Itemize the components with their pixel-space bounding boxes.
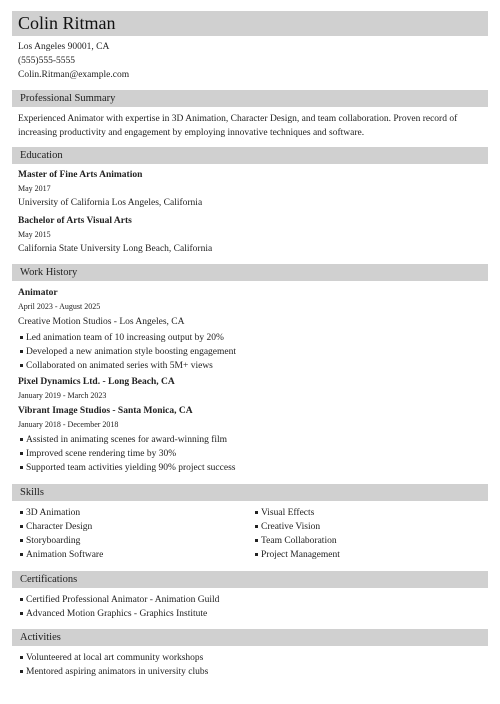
bullet-icon	[20, 553, 23, 556]
bullet-icon	[20, 336, 23, 339]
education-date: May 2017	[18, 184, 51, 193]
list-item: Improved scene rendering time by 30%	[26, 448, 176, 460]
list-item: Collaborated on animated series with 5M+ views	[26, 360, 213, 372]
bullet-icon	[20, 438, 23, 441]
education-degree: Bachelor of Arts Visual Arts	[18, 216, 132, 226]
certification-item: Certified Professional Animator - Animation Guild	[26, 594, 219, 606]
section-title-summary: Professional Summary	[20, 93, 116, 104]
bullet-icon	[255, 553, 258, 556]
activity-item: Volunteered at local art community workshops	[26, 652, 203, 664]
list-item: Assisted in animating scenes for award-winning film	[26, 434, 227, 446]
bullet-icon	[255, 539, 258, 542]
skill-item: Visual Effects	[261, 507, 314, 519]
skill-item: Team Collaboration	[261, 535, 337, 547]
section-title-activities: Activities	[20, 632, 61, 643]
section-title-certifications: Certifications	[20, 574, 78, 585]
job-company: Creative Motion Studios - Los Angeles, CA	[18, 317, 185, 327]
bullet-icon	[20, 511, 23, 514]
address: Los Angeles 90001, CA	[18, 42, 110, 52]
skill-item: Creative Vision	[261, 521, 320, 533]
bullet-icon	[20, 656, 23, 659]
skill-item: Storyboarding	[26, 535, 80, 547]
job-title: Vibrant Image Studios - Santa Monica, CA	[18, 406, 193, 416]
phone: (555)555-5555	[18, 56, 75, 66]
activity-item: Mentored aspiring animators in university clubs	[26, 666, 208, 678]
section-title-education: Education	[20, 150, 63, 161]
job-dates: January 2018 - December 2018	[18, 420, 119, 429]
bullet-icon	[20, 539, 23, 542]
section-bar-skills	[12, 484, 488, 501]
section-bar-activities	[12, 629, 488, 646]
bullet-icon	[20, 670, 23, 673]
job-title: Pixel Dynamics Ltd. - Long Beach, CA	[18, 377, 175, 387]
skill-item: Character Design	[26, 521, 92, 533]
section-title-skills: Skills	[20, 487, 44, 498]
list-item: Supported team activities yielding 90% project success	[26, 462, 235, 474]
bullet-icon	[20, 364, 23, 367]
bullet-icon	[255, 511, 258, 514]
skill-item: 3D Animation	[26, 507, 80, 519]
skill-item: Project Management	[261, 549, 340, 561]
job-dates: January 2019 - March 2023	[18, 391, 107, 400]
job-title: Animator	[18, 288, 58, 298]
bullet-icon	[20, 466, 23, 469]
summary-line-2: increasing productivity and engagement by employing innovative techniques and software.	[18, 128, 365, 138]
section-bar-education	[12, 147, 488, 164]
section-bar-certifications	[12, 571, 488, 588]
section-title-work: Work History	[20, 267, 78, 278]
education-school: California State University Long Beach, California	[18, 244, 213, 254]
bullet-icon	[20, 598, 23, 601]
skill-item: Animation Software	[26, 549, 103, 561]
summary-line-1: Experienced Animator with expertise in 3D Animation, Character Design, and team collaboration. Proven record of	[18, 114, 458, 124]
bullet-icon	[255, 525, 258, 528]
education-school: University of California Los Angeles, California	[18, 198, 203, 208]
section-bar-work	[12, 264, 488, 281]
job-dates: April 2023 - August 2025	[18, 302, 101, 311]
bullet-icon	[20, 525, 23, 528]
bullet-icon	[20, 452, 23, 455]
list-item: Led animation team of 10 increasing output by 20%	[26, 332, 224, 344]
education-date: May 2015	[18, 230, 51, 239]
bullet-icon	[20, 612, 23, 615]
candidate-name: Colin Ritman	[18, 13, 116, 33]
certification-item: Advanced Motion Graphics - Graphics Institute	[26, 608, 207, 620]
email: Colin.Ritman@example.com	[18, 70, 130, 80]
education-degree: Master of Fine Arts Animation	[18, 170, 143, 180]
list-item: Developed a new animation style boosting engagement	[26, 346, 236, 358]
bullet-icon	[20, 350, 23, 353]
